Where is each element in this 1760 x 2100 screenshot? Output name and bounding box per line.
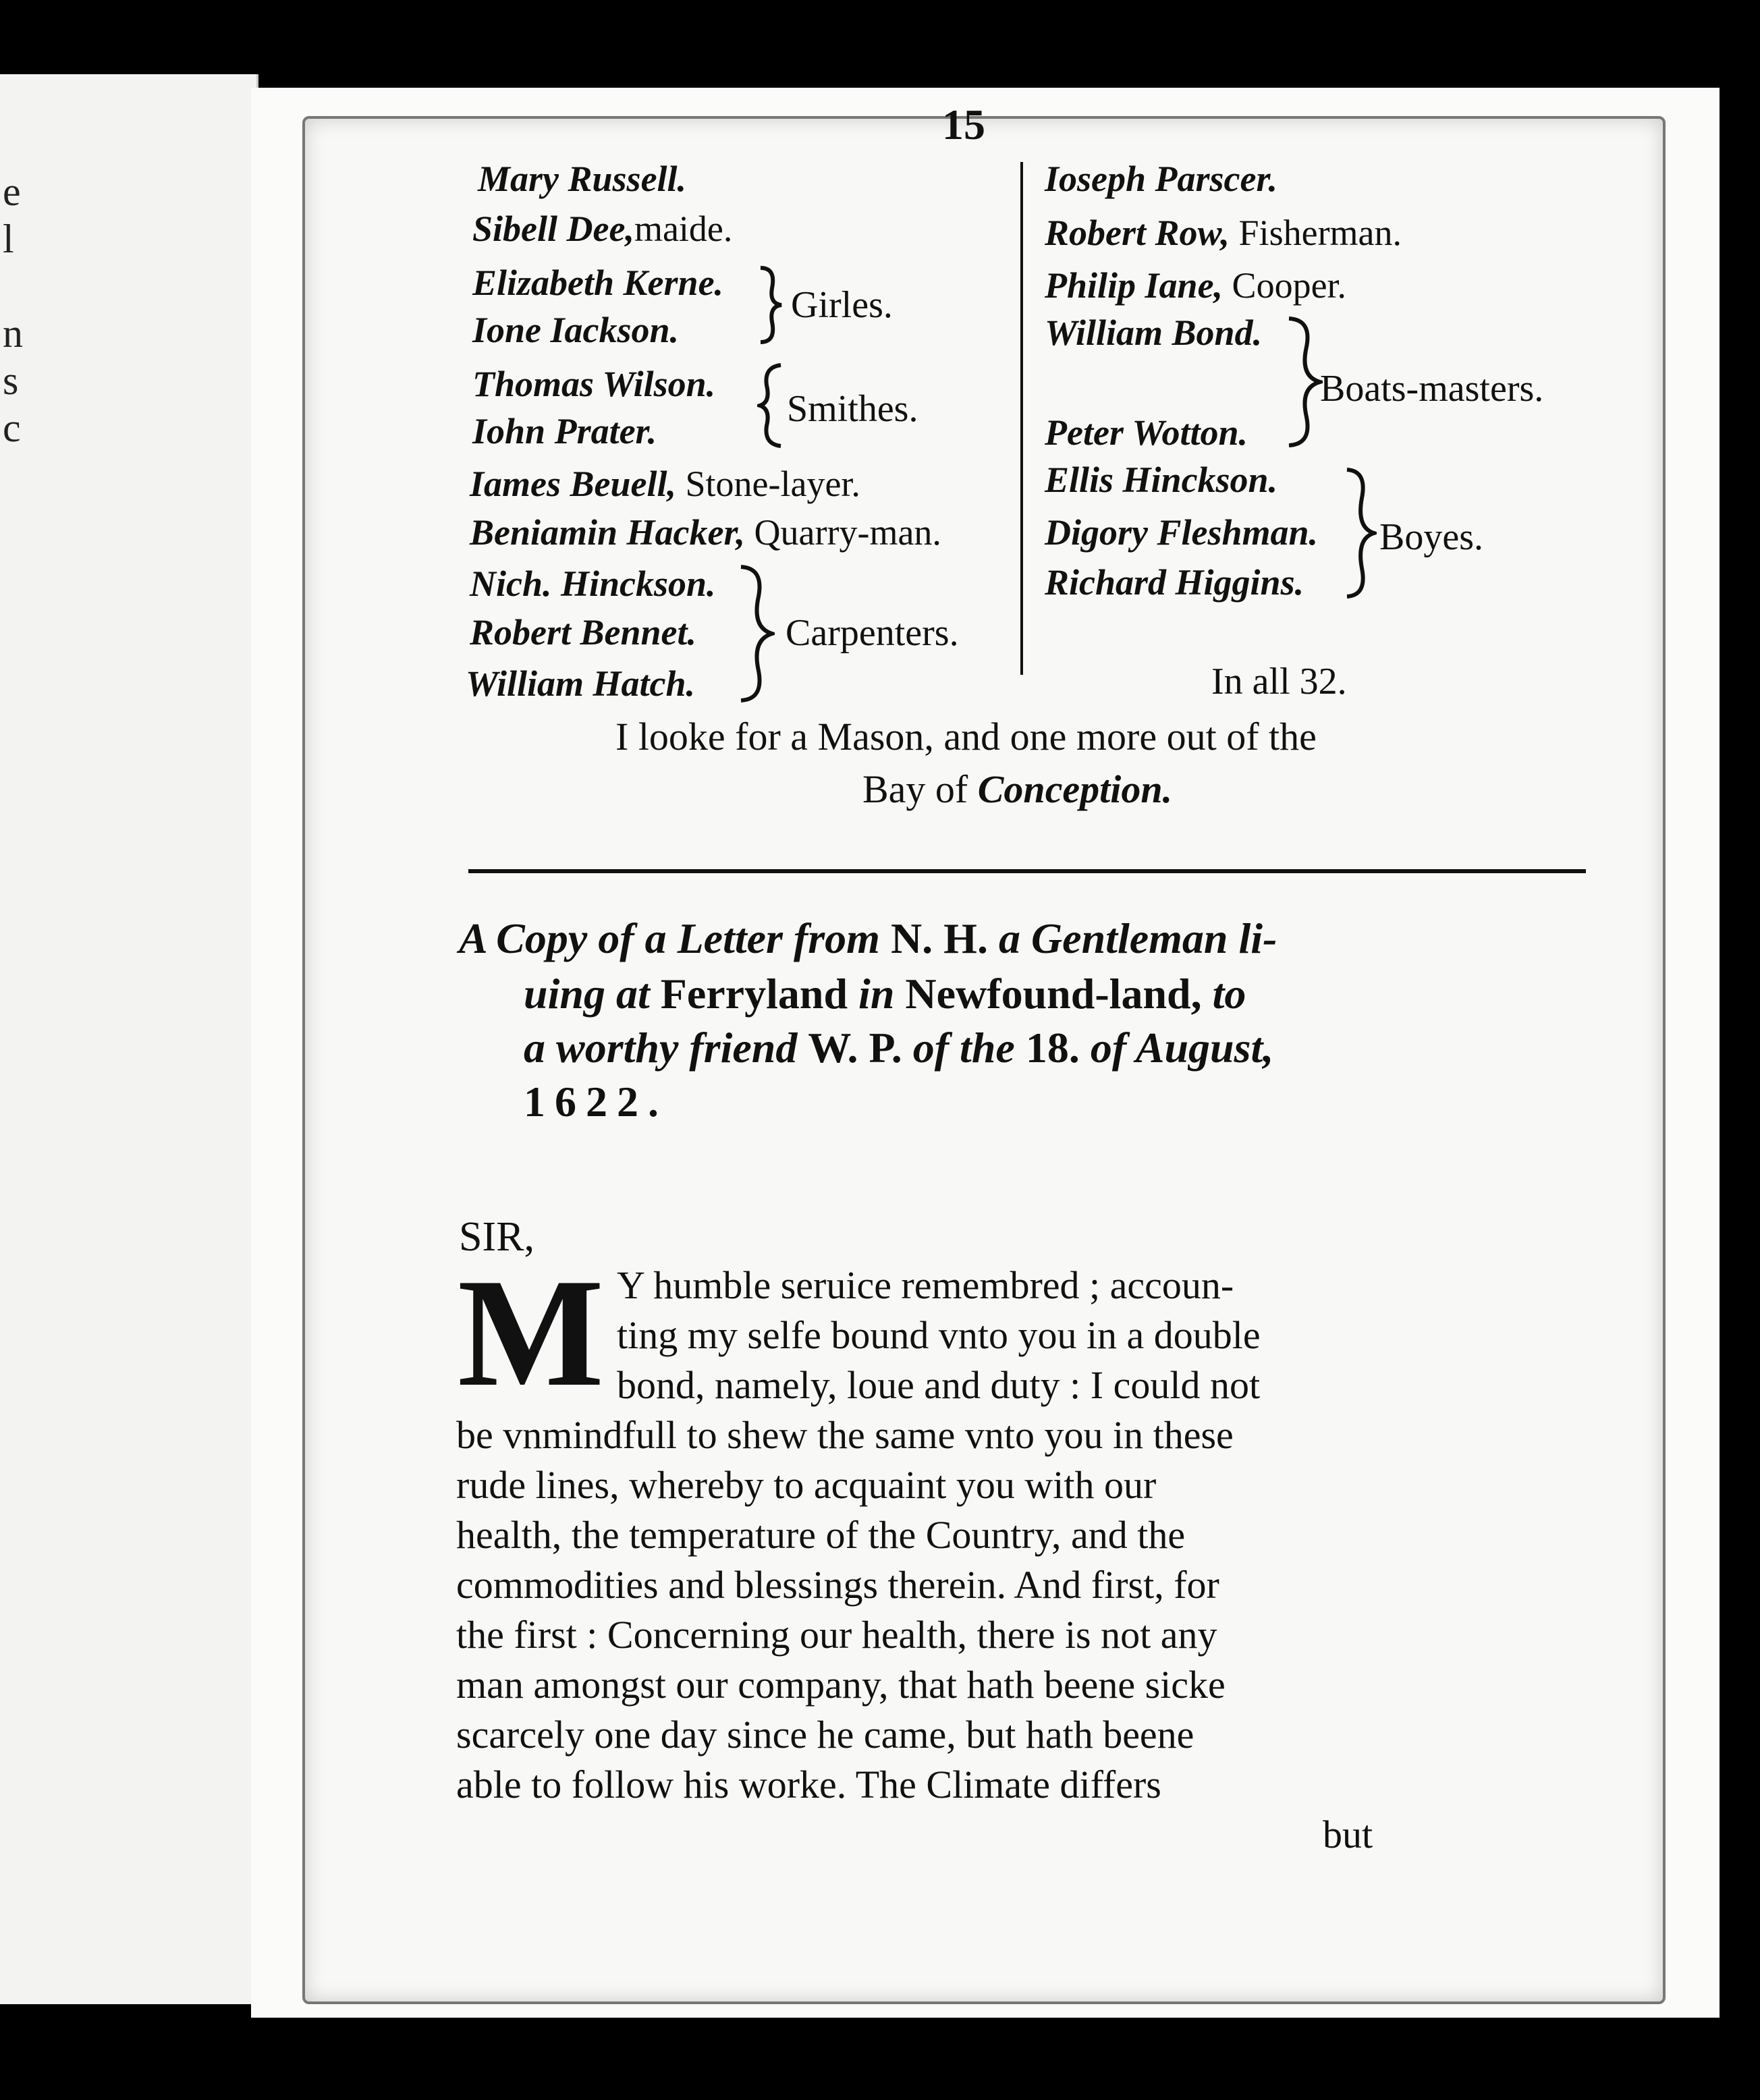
group-label-boyes: Boyes. xyxy=(1379,516,1483,558)
group-label-boatsmasters: Boats-masters. xyxy=(1320,368,1544,410)
group-label-smithes: Smithes. xyxy=(787,388,918,430)
brace-icon xyxy=(757,265,784,346)
left-fragment: c xyxy=(3,406,21,450)
roster-entry: Sibell Dee,maide. xyxy=(472,209,733,249)
letter-heading-line: a worthy friend W. P. of the 18. of August, xyxy=(524,1024,1274,1072)
left-fragment: e xyxy=(3,169,21,214)
brace-icon xyxy=(1285,314,1323,449)
roster-entry: Philip Iane, Cooper. xyxy=(1045,265,1347,306)
letter-heading-line: uing at Ferryland in Newfound-land, to xyxy=(524,970,1246,1018)
roster-entry: Iohn Prater. xyxy=(472,411,657,451)
group-label-carpenters: Carpenters. xyxy=(786,612,959,654)
roster-entry: Ioseph Parscer. xyxy=(1045,159,1278,199)
roster-entry: Robert Bennet. xyxy=(470,612,697,653)
roster-entry: Ione Iackson. xyxy=(472,310,680,350)
brace-icon xyxy=(737,563,775,704)
body-line: the first : Concerning our health, there is not any xyxy=(456,1613,1217,1657)
body-line: man amongst our company, that hath beene sicke xyxy=(456,1663,1226,1707)
roster-entry: Peter Wotton. xyxy=(1045,412,1248,453)
column-divider xyxy=(1020,162,1023,675)
roster-entry: Thomas Wilson. xyxy=(472,364,716,404)
roster-entry: Richard Higgins. xyxy=(1045,562,1304,603)
roster-entry: Robert Row, Fisherman. xyxy=(1045,213,1402,253)
left-fragment: n xyxy=(3,311,23,356)
body-line: rude lines, whereby to acquaint you with our xyxy=(456,1463,1157,1507)
roster-entry: Beniamin Hacker, Quarry-man. xyxy=(470,512,941,553)
roster-entry: William Bond. xyxy=(1045,312,1263,353)
note-line: Bay of Conception. xyxy=(862,767,1173,811)
brace-icon xyxy=(1343,466,1377,601)
roster-entry: Digory Fleshman. xyxy=(1045,512,1319,553)
body-line: be vnmindfull to shew the same vnto you in these xyxy=(456,1413,1234,1457)
left-fragment: l xyxy=(3,217,14,261)
body-line: ting my selfe bound vnto you in a double xyxy=(617,1313,1261,1357)
roster-entry: Iames Beuell, Stone-layer. xyxy=(470,464,860,504)
letter-heading-year: 1622. xyxy=(524,1078,668,1126)
group-label-girles: Girles. xyxy=(791,284,893,326)
roster-entry: Elizabeth Kerne. xyxy=(472,262,724,303)
letter-heading-line: A Copy of a Letter from N. H. a Gentleman li- xyxy=(459,914,1277,962)
body-line: able to follow his worke. The Climate differs xyxy=(456,1763,1161,1806)
brace-icon xyxy=(757,362,784,449)
roster-entry: William Hatch. xyxy=(466,663,696,704)
catchword: but xyxy=(1323,1813,1373,1856)
roster-entry: Mary Russell. xyxy=(478,159,687,199)
drop-cap: M xyxy=(458,1246,605,1418)
left-page-edge xyxy=(0,74,258,2004)
body-line: bond, namely, loue and duty : I could not xyxy=(617,1363,1261,1407)
section-rule xyxy=(468,869,1586,873)
note-line: I looke for a Mason, and one more out of the xyxy=(615,715,1317,758)
left-fragment: s xyxy=(3,358,19,403)
body-line: health, the temperature of the Country, and the xyxy=(456,1513,1186,1557)
salutation: SIR, xyxy=(459,1214,534,1260)
total-count: In all 32. xyxy=(1211,661,1347,702)
body-line: Y humble seruice remembred ; accoun- xyxy=(617,1263,1234,1307)
body-line: scarcely one day since he came, but hath beene xyxy=(456,1713,1194,1757)
body-line: commodities and blessings therein. And first, for xyxy=(456,1563,1219,1607)
roster-entry: Nich. Hinckson. xyxy=(470,563,716,604)
page-number: 15 xyxy=(942,101,985,148)
roster-entry: Ellis Hinckson. xyxy=(1045,460,1278,500)
